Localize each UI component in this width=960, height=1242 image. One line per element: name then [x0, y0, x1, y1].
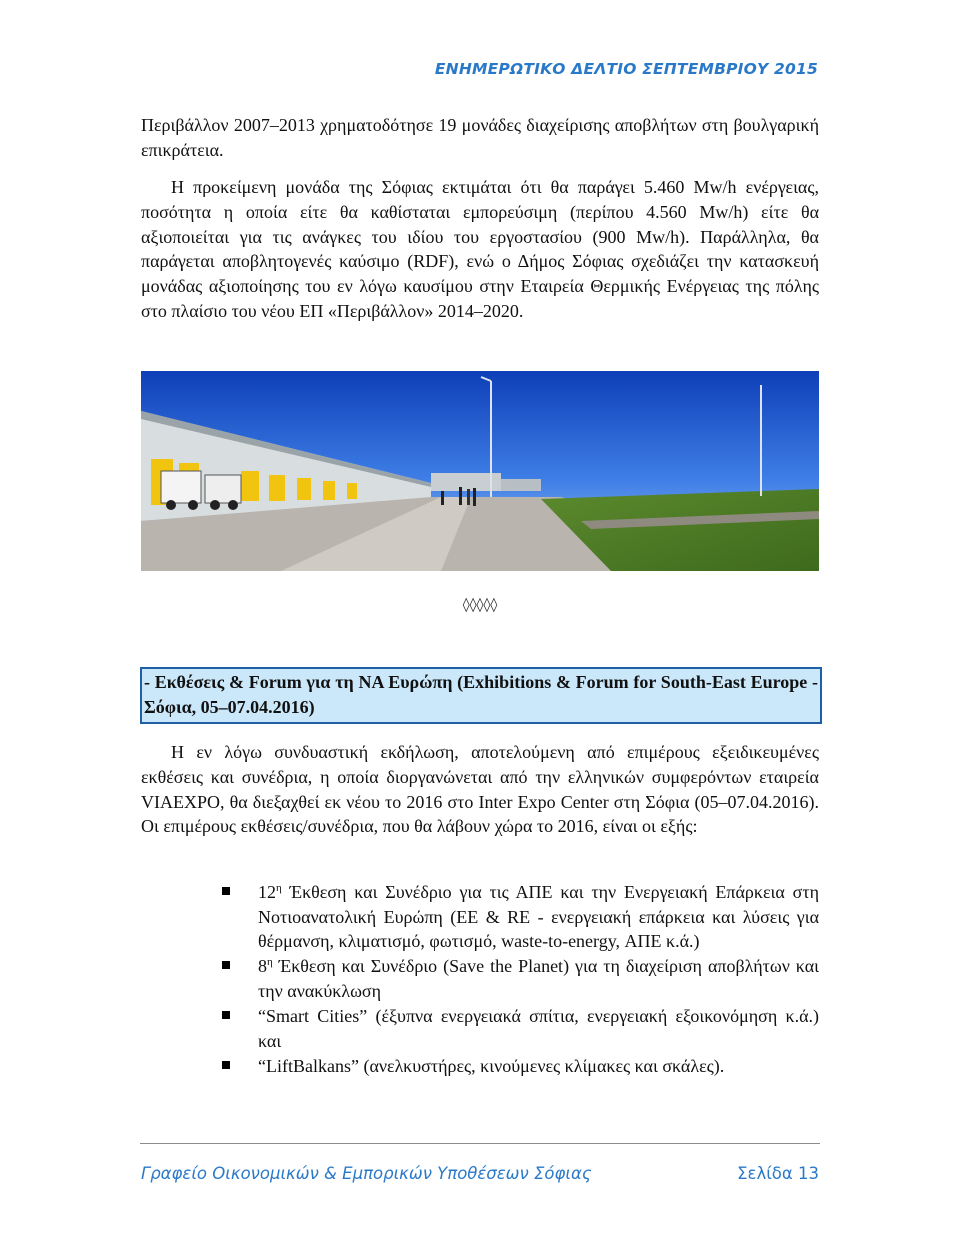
- section-heading-box: [140, 667, 822, 724]
- section-heading: - Εκθέσεις & Forum για τη ΝΑ Ευρώπη (Exhibitions & Forum for South-East Europe - Σόφια, 05–07.04.2016): [144, 672, 818, 717]
- footer-divider: [140, 1143, 820, 1144]
- list-item: $8^\eta$ Έκθεση και Συνέδριο (Save the Planet) για τη διαχείριση αποβλήτων και την ανακύκλωση: [222, 954, 819, 1003]
- list-item: $12^\eta$ Έκθεση και Συνέδριο για τις ΑΠΕ και την Ενεργειακή Επάρκεια στη Νοτιοανατολική Ευρώπη (EE & RE - ενεργειακή επάρκεια και λύσεις για θέρμανση, κλιματισμό, φωτισμό, waste-to-energy, ΑΠΕ κ.ά.): [222, 880, 819, 954]
- paragraph-sofia-plant: Η προκείμενη μονάδα της Σόφιας εκτιμάται ότι θα παράγει 5.460 Mw/h ενέργειας, ποσότητα η οποία είτε θα καθίσταται εμπορεύσιμη (περίπου 4.560 Mw/h) είτε θα αξιοποιείται για τις ανάγκες του ιδίου του εργοστασίου (900 Mw/h). Παράλληλα, θα παράγεται αποβλητογενές καύσιμο (RDF), ενώ ο Δήμος Σόφιας σχεδιάζει την κατασκευή μονάδας αξιοποίησης του εν λόγω καυσίμου στην Εταιρεία Θερμικής Ενέργειας της πόλης στο πλαίσιο του νέου ΕΠ «Περιβάλλον» 2014–2020.: [141, 177, 819, 321]
- section-separator: ◊◊◊◊◊: [462, 597, 498, 613]
- bullet-square-icon: [222, 887, 230, 895]
- bullet-square-icon: [222, 961, 230, 969]
- list-item: “Smart Cities” (έξυπνα ενεργειακά σπίτια, ενεργειακή εξοικονόμηση κ.ά.) και: [222, 1004, 819, 1053]
- waste-plant-panorama-photo: [141, 371, 819, 571]
- exhibitions-list: [222, 880, 819, 1079]
- footer-office-name: Γραφείο Οικονομικών & Εμπορικών Υποθέσεων Σόφιας: [141, 1164, 592, 1183]
- list-item: “LiftBalkans” (ανελκυστήρες, κινούμενες κλίμακες και σκάλες).: [222, 1054, 819, 1079]
- paragraph-viaexpo: Η εν λόγω συνδυαστική εκδήλωση, αποτελούμενη από επιμέρους εξειδικευμένες εκθέσεις και συνέδρια, η οποία διοργανώνεται από την ελληνικών συμφερόντων εταιρεία VIAEXPO, θα διεξαχθεί εκ νέου το 2016 στο Inter Expo Center στη Σόφια (05–07.04.2016). Οι επιμέρους εκθέσεις/συνέδρια, που θα λάβουν χώρα το 2016, είναι οι εξής:: [141, 742, 819, 837]
- paragraph-continued: Περιβάλλον 2007–2013 χρηματοδότησε 19 μονάδες διαχείρισης αποβλήτων στη βουλγαρική επικράτεια.: [141, 115, 819, 160]
- page-number: Σελίδα 13: [737, 1164, 819, 1183]
- bullet-square-icon: [222, 1011, 230, 1019]
- bullet-square-icon: [222, 1061, 230, 1069]
- header-title: ΕΝΗΜΕΡΩΤΙΚΟ ΔΕΛΤΙΟ ΣΕΠΤΕΜΒΡΙΟΥ 2015: [434, 60, 818, 78]
